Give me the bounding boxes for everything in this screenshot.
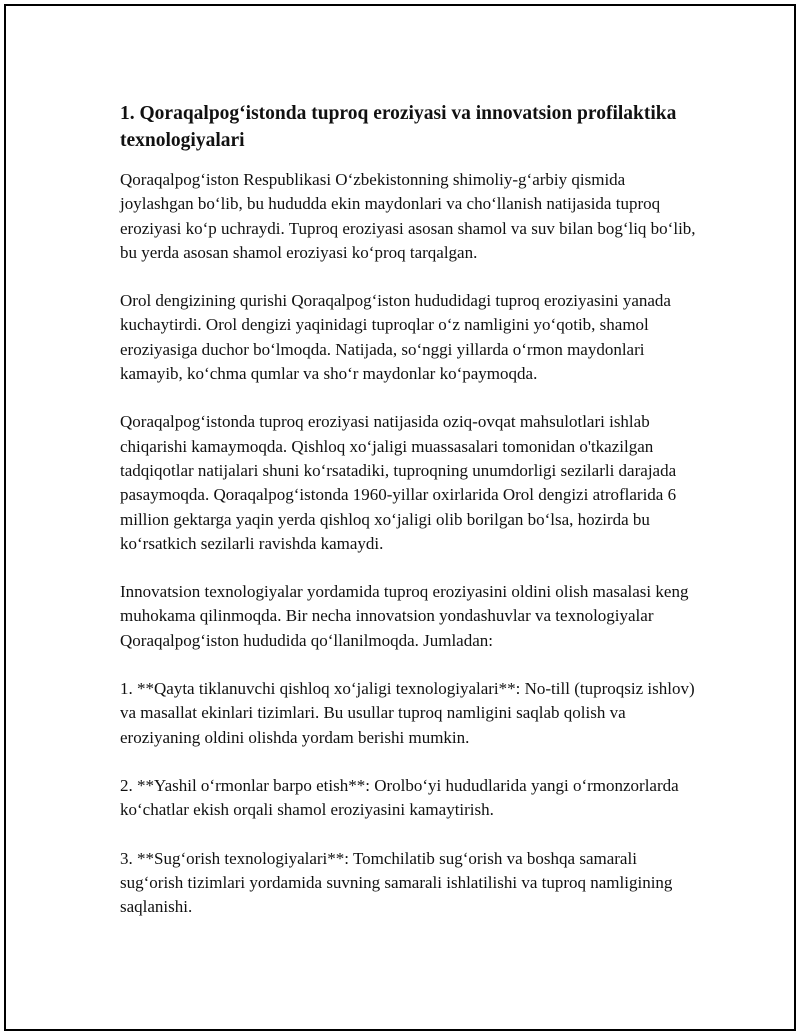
document-page: [4, 4, 796, 1031]
section-title: 1. Qoraqalpogʻistonda tuproq eroziyasi va innovatsion profilaktika texnologiyalari: [120, 103, 677, 151]
list-item-3: 3. **Sugʻorish texnologiyalari**: Tomchilatib sugʻorish va boshqa samarali sugʻorish tizimlari yordamida suvning samarali ishlatilishi va tuproq namligining saqlanishi.: [120, 848, 673, 917]
paragraph-aral-sea: Orol dengizining qurishi Qoraqalpogʻiston hududidagi tuproq eroziyasini yanada kuchaytirdi. Orol dengizi yaqinidagi tuproqlar oʻz namligini yoʻqotib, shamol eroziyasiga duchor boʻlmoqda. Natijada, soʻnggi yillarda oʻrmon maydonlari kamayib, koʻchma qumlar va shoʻr maydonlar koʻpaymoqda.: [120, 291, 671, 384]
document-body: [120, 100, 700, 943]
paragraph-intro: Qoraqalpogʻiston Respublikasi Oʻzbekistonning shimoliy-gʻarbiy qismida joylashgan boʻlib, bu hududda ekin maydonlari va choʻllanish natijasida tuproq eroziyasi koʻp uchraydi. Tuproq eroziyasi asosan shamol va suv bilan bogʻliq boʻlib, bu yerda asosan shamol eroziyasi koʻproq tarqalgan.: [120, 170, 696, 262]
paragraph-innovations: Innovatsion texnologiyalar yordamida tuproq eroziyasini oldini olish masalasi keng muhokama qilinmoqda. Bir necha innovatsion yondashuvlar va texnologiyalar Qoraqalpogʻiston hududida qoʻllanilmoqda. Jumladan:: [120, 582, 689, 650]
list-item-1: 1. **Qayta tiklanuvchi qishloq xoʻjaligi texnologiyalari**: No-till (tuproqsiz ishlov) va masallat ekinlari tizimlari. Bu usullar tuproq namligini saqlab qolish va eroziyaning oldini olishda yordam berishi mumkin.: [120, 679, 695, 747]
list-item-2: 2. **Yashil oʻrmonlar barpo etish**: Orolboʻyi hududlarida yangi oʻrmonzorlarda koʻchatlar ekish orqali shamol eroziyasini kamaytirish.: [120, 775, 679, 820]
paragraph-food-production: Qoraqalpogʻistonda tuproq eroziyasi natijasida oziq-ovqat mahsulotlari ishlab chiqarishi kamaymoqda. Qishloq xoʻjaligi muassasalari tomonidan o'tkazilgan tadqiqotlar natijalari shuni koʻrsatadiki, tuproqning unumdorligi sezilarli darajada pasaymoqda. Qoraqalpogʻistonda 1960-yillar oxirlarida Orol dengizi atroflarida 6 million gektarga yaqin yerda qishloq xoʻjaligi olib borilgan boʻlsa, hozirda bu koʻrsatkich sezilarli ravishda kamaydi.: [120, 412, 677, 553]
